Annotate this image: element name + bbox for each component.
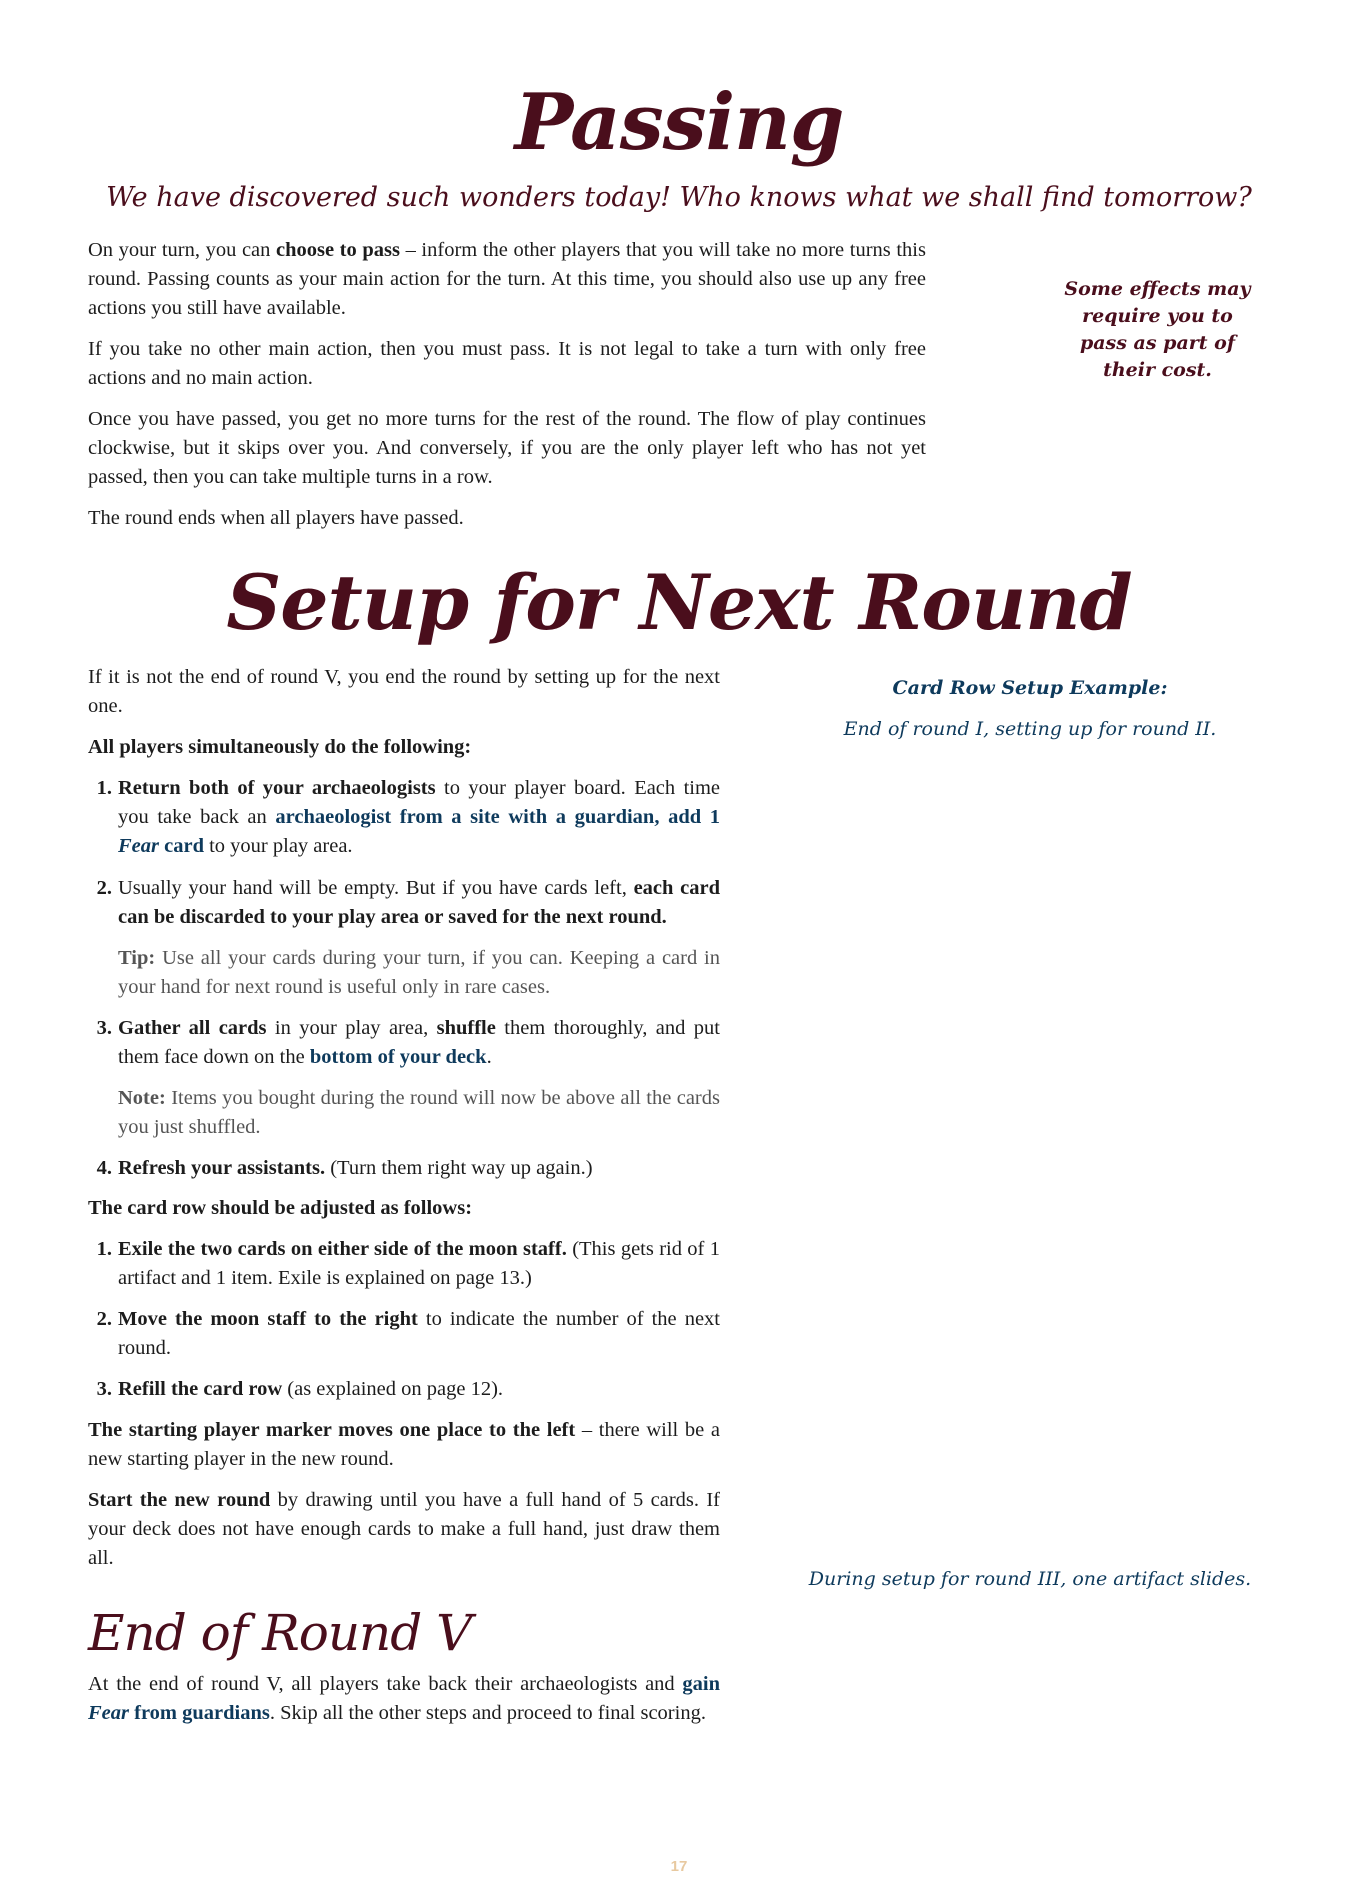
step-number: 2. (96, 877, 112, 899)
step-text: Usually your hand will be empty. But if you have cards left, each card can be discarded to your play area or saved for the next round. (118, 877, 720, 928)
step-text: Move the moon staff to the right to indicate the number of the next round. (118, 1308, 720, 1359)
passing-sidenote: Some effects may require you to pass as part of their cost. (1064, 278, 1251, 381)
passing-title: Passing (514, 77, 844, 168)
example-caption: End of round I, setting up for round II. (843, 718, 1217, 740)
passing-paragraph-3: Once you have passed, you get no more turns for the rest of the round. The flow of play continues clockwise, but it skips over you. And conversely, if you are the only player left who has not yet passed, then you can take multiple turns in a row. (88, 408, 926, 488)
step-text: Refresh your assistants. (Turn them right way up again.) (118, 1157, 593, 1179)
setup-tip: Tip: Use all your cards during your turn, if you can. Keeping a card in your hand for next round is useful only in rare cases. (118, 947, 720, 998)
step-number: 2. (96, 1308, 112, 1330)
step-text: Refill the card row (as explained on page 12). (118, 1378, 504, 1400)
card-row-heading: The card row should be adjusted as follows: (88, 1197, 473, 1219)
step-number: 1. (96, 777, 112, 799)
example-title: Card Row Setup Example: (892, 677, 1168, 699)
step-number: 3. (96, 1017, 112, 1039)
starting-player-paragraph: The starting player marker moves one place to the left – there will be a new starting player in the new round. (88, 1419, 720, 1470)
step-number: 4. (96, 1157, 112, 1179)
setup-title: Setup for Next Round (226, 558, 1132, 647)
passing-paragraph-4: The round ends when all players have passed. (88, 507, 464, 529)
setup-note: Note: Items you bought during the round will now be above all the cards you just shuffled. (118, 1087, 720, 1138)
setup-step-4 (88, 1154, 720, 1183)
card-row-step-2 (88, 1305, 720, 1363)
card-row-step-1 (88, 1235, 720, 1293)
setup-step-1 (88, 774, 720, 861)
step-text: Exile the two cards on either side of the moon staff. (This gets rid of 1 artifact and 1 item. Exile is explained on page 13.) (118, 1238, 720, 1289)
all-players-heading: All players simultaneously do the following: (88, 736, 472, 758)
end-paragraph: At the end of round V, all players take back their archaeologists and gain Fear from guardians. Skip all the other steps and proceed to final scoring. (88, 1673, 720, 1724)
page-number: 17 (670, 1858, 688, 1875)
passing-body (88, 236, 926, 533)
slide-caption: During setup for round III, one artifact slides. (808, 1568, 1252, 1590)
passing-paragraph-1: On your turn, you can choose to pass – inform the other players that you will take no more turns this round. Passing counts as your main action for the turn. At this time, you should also use up any free actions you still have available. (88, 239, 926, 319)
passing-paragraph-2: If you take no other main action, then you must pass. It is not legal to take a turn with only free actions and no main action. (88, 338, 926, 389)
step-text: Gather all cards in your play area, shuffle them thoroughly, and put them face down on the bottom of your deck. (118, 1017, 720, 1068)
setup-step-3 (88, 1014, 720, 1072)
setup-step-2 (88, 874, 720, 932)
step-text: Return both of your archaeologists to your player board. Each time you take back an archaeologist from a site with a guardian, add 1 Fear card to your play area. (118, 777, 721, 857)
card-row-step-3 (88, 1375, 720, 1404)
passing-subtitle: We have discovered such wonders today! Who knows what we shall find tomorrow? (106, 182, 1252, 213)
step-number: 3. (96, 1378, 112, 1400)
step-number: 1. (96, 1238, 112, 1260)
end-title: End of Round V (88, 1604, 472, 1662)
setup-intro: If it is not the end of round V, you end the round by setting up for the next one. (88, 666, 720, 717)
new-round-paragraph: Start the new round by drawing until you have a full hand of 5 cards. If your deck does not have enough cards to make a full hand, just draw them all. (88, 1489, 721, 1569)
